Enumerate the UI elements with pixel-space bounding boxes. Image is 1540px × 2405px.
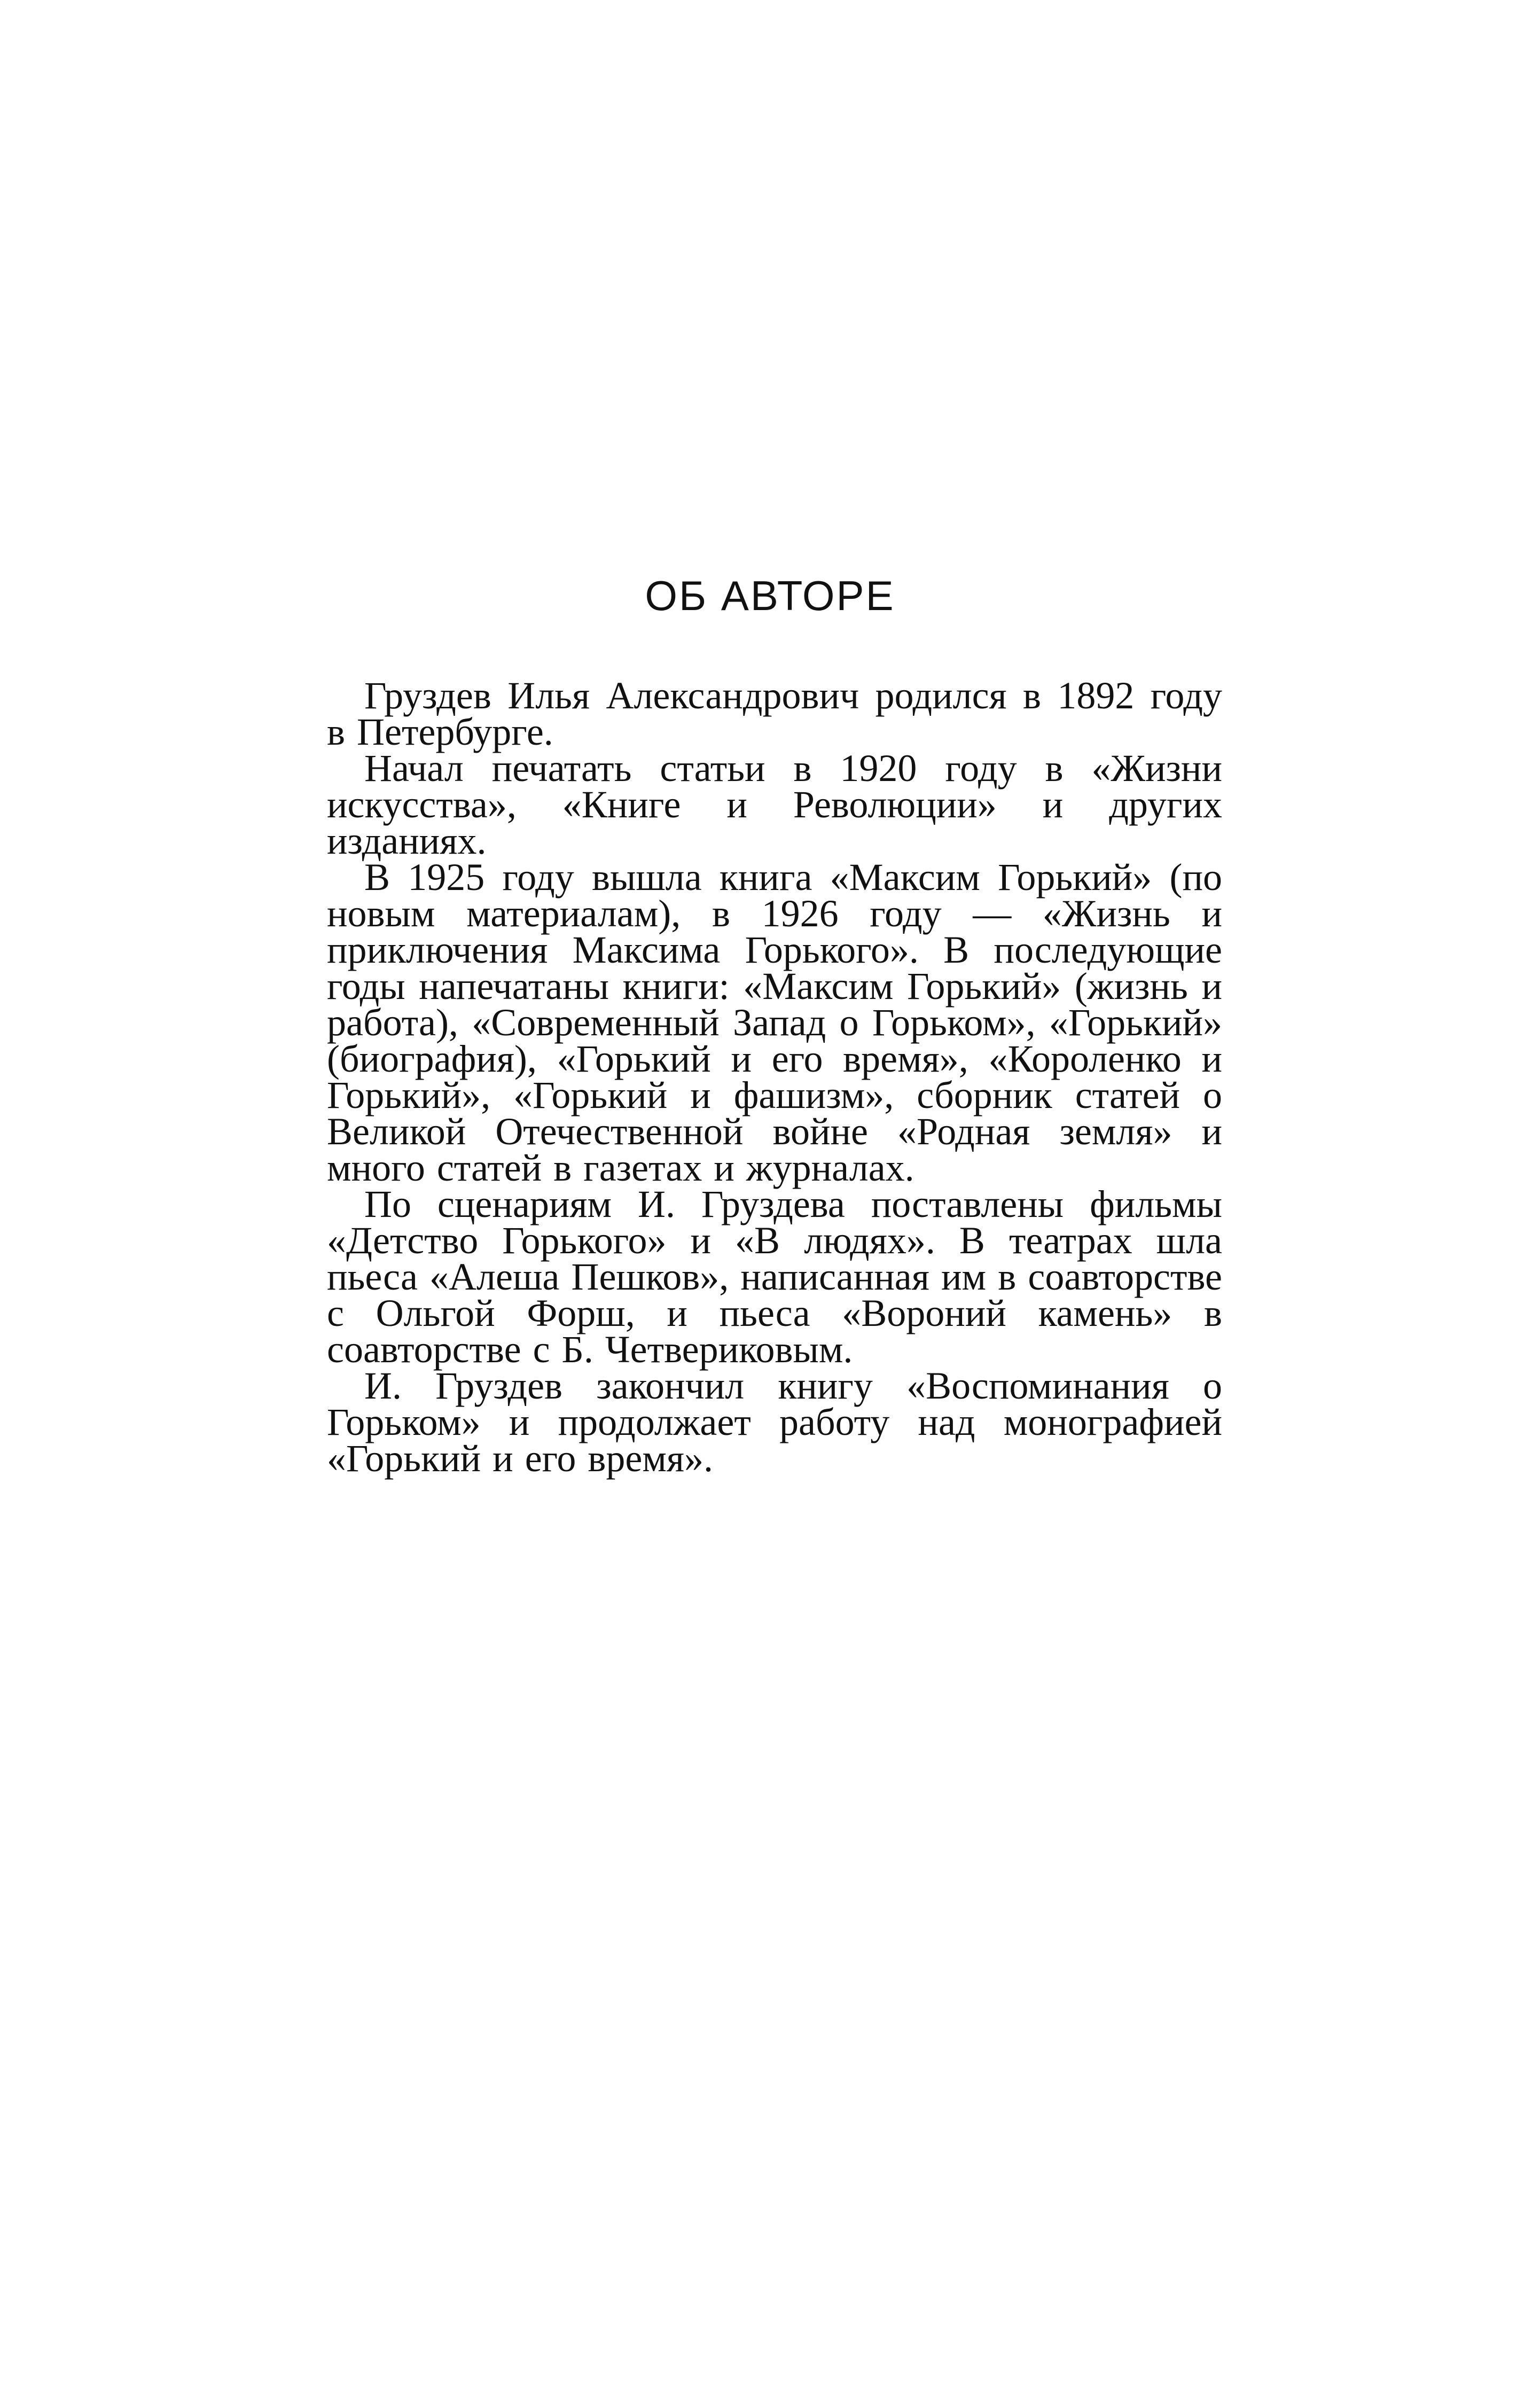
bio-paragraph-books: В 1925 году вышла книга «Максим Горький» (по новым материалам), в 1926 году — «Жизнь и приключения Максима Горького». В последующие годы напечатаны книги: «Максим Горький» (жизнь и работа), «Современный Запад о Горьком», «Горький» (биография), «Горький и его время», «Короленко и Горький», «Горький и фашизм», сборник статей о Великой Отечественной войне «Родная земля» и много статей в газетах и журналах. bbox=[327, 856, 1222, 1189]
bio-paragraph-early-career: Начал печатать статьи в 1920 году в «Жизни искусства», «Книге и Революции» и других изданиях. bbox=[327, 747, 1222, 862]
author-bio bbox=[327, 674, 1222, 1480]
bio-paragraph-films-plays: По сценариям И. Груздева поставлены фильмы «Детство Горького» и «В людях». В театрах шла пьеса «Алеша Пешков», написанная им в соавторстве с Ольгой Форш, и пьеса «Вороний камень» в соавторстве с Б. Четвериковым. bbox=[327, 1183, 1222, 1371]
section-heading: ОБ АВТОРЕ bbox=[645, 572, 895, 619]
bio-paragraph-current-work: И. Груздев закончил книгу «Воспоминания о Горьком» и продолжает работу над монографией «Горький и его время». bbox=[327, 1364, 1222, 1480]
bio-paragraph-birth: Груздев Илья Александрович родился в 1892 году в Петербурге. bbox=[327, 674, 1222, 753]
